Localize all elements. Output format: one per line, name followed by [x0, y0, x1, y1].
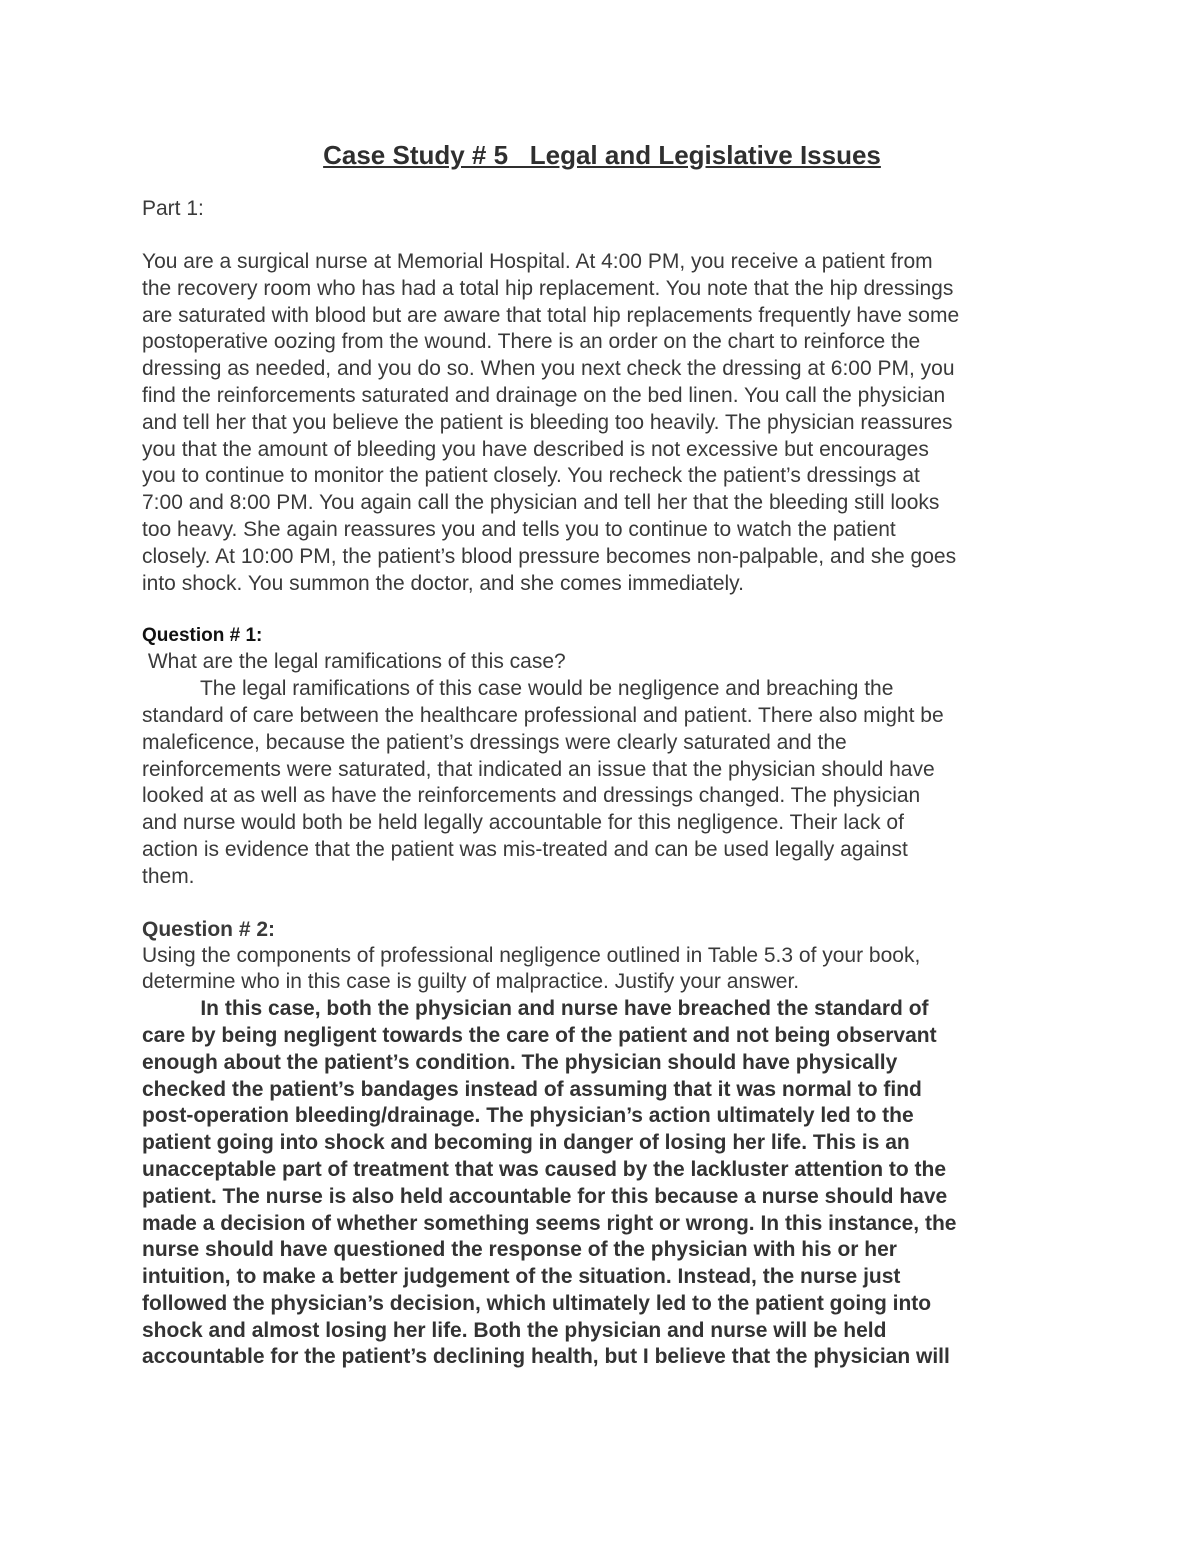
text-line: unacceptable part of treatment that was caused by the lackluster attention to the	[142, 1157, 947, 1181]
question-2-answer	[142, 996, 1062, 1371]
text-line: them.	[142, 864, 195, 888]
text-line: action is evidence that the patient was mis-treated and can be used legally against	[142, 837, 908, 861]
text-line: determine who in this case is guilty of malpractice. Justify your answer.	[142, 970, 800, 994]
text-line: patient going into shock and becoming in danger of losing her life. This is an	[142, 1131, 910, 1155]
text-line: made a decision of whether something seems right or wrong. In this instance, the	[142, 1211, 957, 1235]
text-line: accountable for the patient’s declining health, but I believe that the physician will	[142, 1345, 950, 1369]
text-line: In this case, both the physician and nurse have breached the standard of	[142, 997, 929, 1021]
text-line: What are the legal ramifications of this case?	[142, 650, 566, 674]
text-line: too heavy. She again reassures you and tells you to continue to watch the patient	[142, 517, 896, 541]
text-line: enough about the patient’s condition. The physician should have physically	[142, 1050, 898, 1074]
text-line: you to continue to monitor the patient closely. You recheck the patient’s dressings at	[142, 464, 920, 488]
text-line: you that the amount of bleeding you have described is not excessive but encourages	[142, 437, 929, 461]
document-page	[142, 140, 1062, 1371]
text-line: nurse should have questioned the response of the physician with his or her	[142, 1238, 897, 1262]
text-line: post-operation bleeding/drainage. The physician’s action ultimately led to the	[142, 1104, 914, 1128]
text-line: checked the patient’s bandages instead of assuming that it was normal to find	[142, 1077, 922, 1101]
text-line: 7:00 and 8:00 PM. You again call the physician and tell her that the bleeding still looks	[142, 491, 940, 515]
text-line: followed the physician’s decision, which ultimately led to the patient going into	[142, 1291, 932, 1315]
text-line: patient. The nurse is also held accountable for this because a nurse should have	[142, 1184, 948, 1208]
text-line: find the reinforcements saturated and drainage on the bed linen. You call the physician	[142, 383, 946, 407]
text-line: dressing as needed, and you do so. When you next check the dressing at 6:00 PM, you	[142, 357, 955, 381]
text-line: The legal ramifications of this case would be negligence and breaching the	[142, 677, 894, 701]
part-label: Part 1:	[142, 197, 204, 220]
text-line: postoperative oozing from the wound. There is an order on the chart to reinforce the	[142, 330, 921, 354]
question-1-heading: Question # 1:	[142, 625, 263, 647]
text-line: intuition, to make a better judgement of the situation. Instead, the nurse just	[142, 1265, 901, 1289]
question-2-heading: Question # 2:	[142, 917, 276, 941]
scenario-paragraph	[142, 249, 1062, 597]
text-line: shock and almost losing her life. Both the physician and nurse will be held	[142, 1318, 887, 1342]
document-title: Case Study # 5 Legal and Legislative Issues	[323, 140, 881, 170]
text-line: looked at as well as have the reinforcements and dressings changed. The physician	[142, 784, 921, 808]
text-line: and nurse would both be held legally accountable for this negligence. Their lack of	[142, 811, 904, 835]
text-line: You are a surgical nurse at Memorial Hospital. At 4:00 PM, you receive a patient from	[142, 250, 933, 273]
question-1-answer	[142, 676, 1062, 890]
question-2-prompt	[142, 943, 1062, 997]
text-line: are saturated with blood but are aware that total hip replacements frequently have some	[142, 303, 960, 327]
text-line: and tell her that you believe the patient is bleeding too heavily. The physician reassures	[142, 410, 953, 434]
text-line: reinforcements were saturated, that indicated an issue that the physician should have	[142, 757, 935, 781]
text-line: maleficence, because the patient’s dressings were clearly saturated and the	[142, 730, 847, 754]
text-line: care by being negligent towards the care of the patient and not being observant	[142, 1023, 937, 1047]
text-line: Using the components of professional negligence outlined in Table 5.3 of your book,	[142, 943, 921, 967]
text-line: closely. At 10:00 PM, the patient’s blood pressure becomes non-palpable, and she goes	[142, 544, 957, 568]
text-line: into shock. You summon the doctor, and she comes immediately.	[142, 571, 744, 595]
text-line: the recovery room who has had a total hip replacement. You note that the hip dressings	[142, 276, 954, 300]
text-line: standard of care between the healthcare professional and patient. There also might be	[142, 703, 944, 727]
question-1-prompt	[142, 649, 1062, 676]
